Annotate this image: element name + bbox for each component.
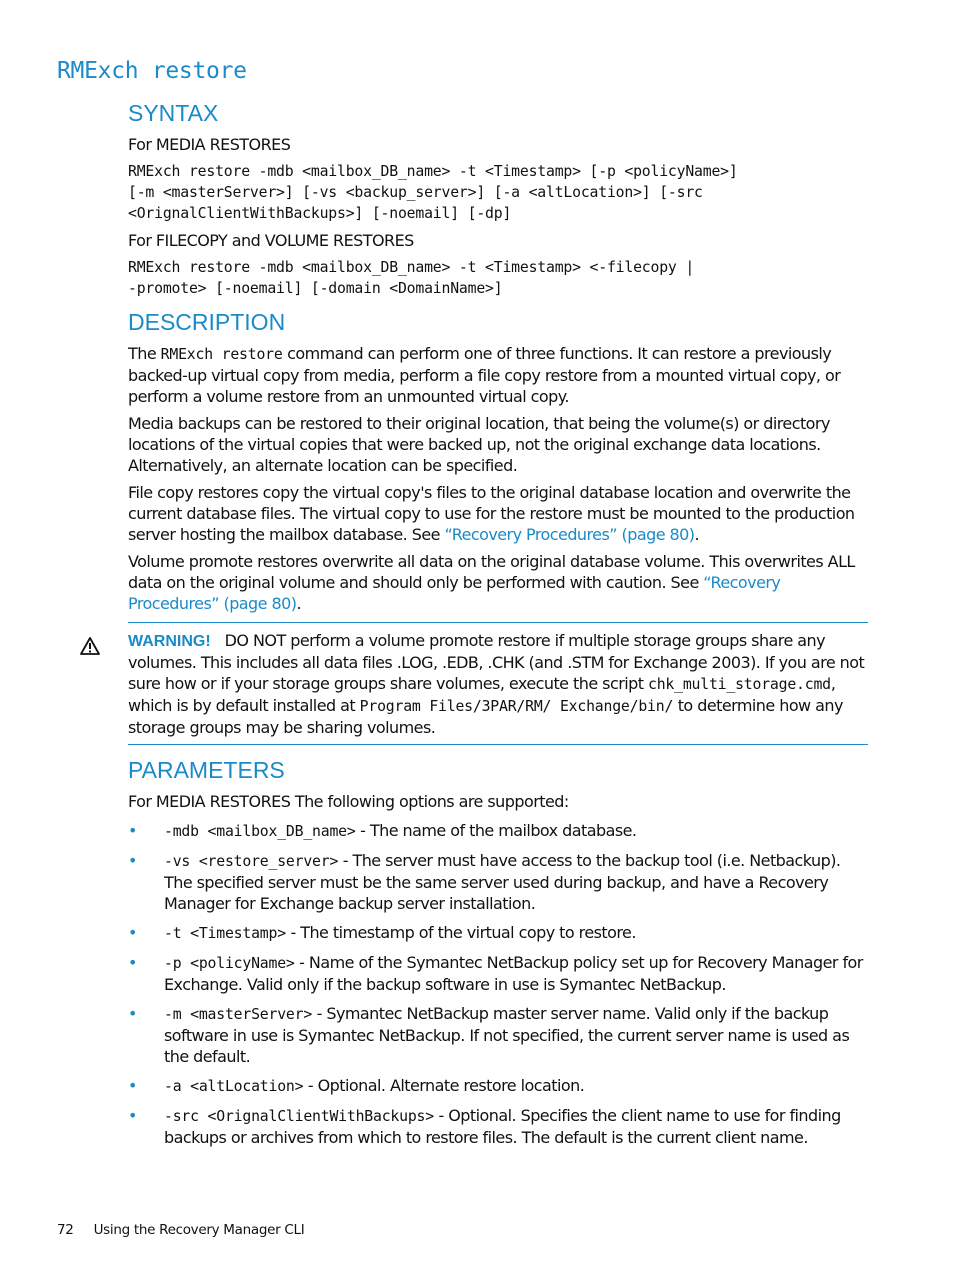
- recovery-procedures-link[interactable]: “Recovery Procedures” (page 80): [444, 525, 695, 544]
- parameters-heading: PARAMETERS: [128, 757, 285, 783]
- parameter-code: -t <Timestamp>: [164, 925, 286, 942]
- description-section: [128, 307, 868, 614]
- parameter-text: - Name of the Symantec NetBackup policy set up for Recovery Manager for Exchange. Valid only if the backup software in use is Symantec NetBackup.: [164, 953, 863, 994]
- parameter-code: -mdb <mailbox_DB_name>: [164, 823, 356, 840]
- parameter-description: [164, 1075, 868, 1097]
- parameter-code: -vs <restore_server>: [164, 853, 339, 870]
- p4-text-end: .: [296, 594, 301, 613]
- warning-box: [128, 622, 868, 745]
- page-title: RMExch restore: [57, 58, 247, 84]
- bullet-icon: •: [128, 953, 138, 972]
- page-number: 72: [57, 1222, 74, 1238]
- list-item: [128, 1003, 868, 1067]
- parameter-description: [164, 952, 868, 995]
- list-item: [128, 922, 868, 944]
- bullet-icon: •: [128, 851, 138, 870]
- page-footer: [57, 1222, 304, 1238]
- p1-text-start: The: [128, 344, 161, 363]
- filecopy-restores-label: For FILECOPY and VOLUME RESTORES: [128, 231, 414, 250]
- bullet-icon: •: [128, 1076, 138, 1095]
- parameter-code: -a <altLocation>: [164, 1078, 304, 1095]
- list-item: [128, 820, 868, 842]
- footer-section-title: Using the Recovery Manager CLI: [93, 1222, 305, 1238]
- warning-text-3: to determine how any storage groups may be sharing volumes.: [128, 696, 843, 737]
- parameters-section: [128, 755, 868, 1148]
- list-item: [128, 1105, 868, 1148]
- description-paragraph-1: [128, 343, 868, 407]
- parameter-description: [164, 922, 868, 944]
- list-item: [128, 1075, 868, 1097]
- p1-command: RMExch restore: [160, 346, 283, 363]
- parameter-description: [164, 820, 868, 842]
- warning-text-1: DO NOT perform a volume promote restore if multiple storage groups share any volumes. This includes all data files .LOG, .EDB, .CHK (and .STM for Exchange 2003). If you are not sure how or if your storage groups share volumes, execute the script: [128, 631, 865, 693]
- parameters-intro: For MEDIA RESTORES The following options are supported:: [128, 792, 569, 811]
- bullet-icon: •: [128, 1106, 138, 1125]
- description-heading: DESCRIPTION: [128, 309, 286, 335]
- recovery-procedures-link[interactable]: “Recovery Procedures” (page 80): [128, 573, 781, 613]
- p1-text-end: command can perform one of three functions. It can restore a previously backed-up virtual copy from media, perform a file copy restore from a mounted virtual copy, or perform a volume restore from an unmounted virtual copy.: [128, 344, 841, 406]
- script-name: chk_multi_storage.cmd: [647, 676, 831, 693]
- parameter-text: - Symantec NetBackup master server name. Valid only if the backup software in use is Symantec NetBackup. If not specified, the current server name is used as the default.: [164, 1004, 850, 1066]
- p4-text-start: Volume promote restores overwrite all data on the original database volume. This overwrites ALL data on the original volume and should only be performed with caution. See: [128, 552, 855, 592]
- syntax-heading: SYNTAX: [128, 100, 219, 126]
- filecopy-restores-syntax: RMExch restore -mdb <mailbox_DB_name> -t <Timestamp> <-filecopy | -promote> [-noemail] [-domain <DomainName>]: [128, 259, 695, 297]
- description-paragraph-2: Media backups can be restored to their original location, that being the volume(s) or directory locations of the virtual copies that were backed up, not the original exchange data locations. Alternatively, an alternate location can be specified.: [128, 414, 830, 475]
- parameter-text: - The timestamp of the virtual copy to restore.: [285, 923, 636, 942]
- bullet-icon: •: [128, 821, 138, 840]
- parameter-code: -m <masterServer>: [164, 1006, 313, 1023]
- parameters-list: [128, 820, 868, 1148]
- install-path: Program Files/3PAR/RM/ Exchange/bin/: [359, 698, 674, 715]
- media-restores-label: For MEDIA RESTORES: [128, 135, 291, 154]
- warning-label: WARNING!: [128, 633, 211, 650]
- parameter-text: - The name of the mailbox database.: [355, 821, 637, 840]
- p3-text-start: File copy restores copy the virtual copy's files to the original database location and overwrite the current database files. The virtual copy to use for the restore must be mounted to the production server hosting the mailbox database. See: [128, 483, 855, 544]
- parameter-code: -p <policyName>: [164, 955, 295, 972]
- parameter-text: - The server must have access to the backup tool (i.e. Netbackup). The specified server must be the same server used during backup, and have a Recovery Manager for Exchange backup server installation.: [164, 851, 841, 913]
- parameter-text: - Optional. Alternate restore location.: [303, 1076, 585, 1095]
- warning-icon: [80, 637, 100, 655]
- main-content: [128, 98, 868, 1156]
- parameter-description: [164, 1003, 868, 1067]
- parameter-description: [164, 850, 868, 914]
- warning-text: [128, 630, 868, 738]
- list-item: [128, 850, 868, 914]
- parameter-text: - Optional. Specifies the client name to use for finding backups or archives from which to restore files. The default is the current client name.: [164, 1106, 841, 1147]
- bullet-icon: •: [128, 923, 138, 942]
- bullet-icon: •: [128, 1004, 138, 1023]
- parameter-description: [164, 1105, 868, 1148]
- warning-text-2: , which is by default installed at: [128, 674, 836, 715]
- parameter-code: -src <OrignalClientWithBackups>: [164, 1108, 434, 1125]
- syntax-section: [128, 98, 868, 299]
- description-paragraph-3: [128, 482, 868, 545]
- p3-text-end: .: [694, 525, 700, 544]
- list-item: [128, 952, 868, 995]
- description-paragraph-4: [128, 551, 868, 614]
- media-restores-syntax: RMExch restore -mdb <mailbox_DB_name> -t <Timestamp> [-p <policyName>] [-m <masterServer>] [-vs <backup_server>] [-a <altLocation>] [-src <OrignalClientWithBackups>] [-noemail] [-dp]: [128, 163, 738, 222]
